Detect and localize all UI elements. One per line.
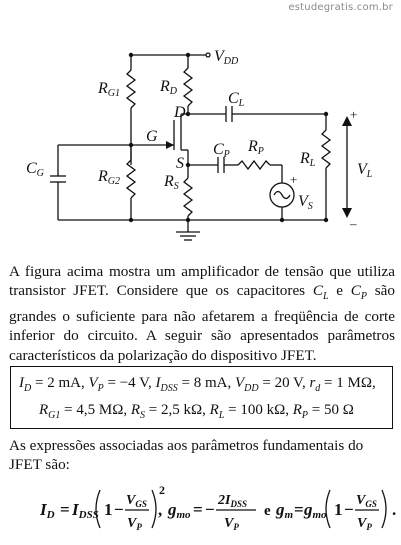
svg-text:VP: $V_P$ [127, 516, 142, 532]
label-rl: RL [300, 150, 316, 169]
description-paragraph: A figura acima mostra um amplificador de tensão que utiliza transistor JFET. Considere que os capacitores $C_L$ e $C_P$ são grandes o suficiente para não afetarem a freqüência de corte inferior do circuito. A seguir são apresentados parâmetros característicos da polarização do dispositivo JFET. [9, 263, 395, 364]
svg-text:,: , [158, 500, 163, 519]
svg-text:IDSS: IDSS [72, 500, 99, 521]
param-symbol: V [234, 375, 245, 391]
param-value: = 50 Ω [308, 402, 354, 418]
label-cg: CG [26, 160, 44, 179]
param-value: = 4,5 MΩ, [60, 402, 131, 418]
param-subscript: D [24, 383, 32, 394]
param-symbol: I [19, 375, 24, 391]
label-vs: VS [298, 193, 313, 212]
svg-text:2IDSS: $2I_{DSS}$ [218, 493, 247, 509]
param-subscript: P [97, 383, 104, 394]
param-subscript: DD [244, 383, 259, 394]
svg-text:.: . [392, 500, 397, 519]
label-rp: RP [248, 138, 264, 157]
svg-text:=: = [294, 500, 304, 519]
svg-text:1: 1 [104, 500, 113, 519]
param-subscript: G1 [48, 410, 61, 421]
label-rd: RD [160, 78, 178, 97]
label-s: S [176, 155, 184, 172]
svg-text:VGS: $V_{GS}$ [126, 493, 147, 509]
expressions-intro: As expressões associadas aos parâmetros fundamentais do JFET são: [9, 437, 364, 473]
svg-text:gmo: gmo [168, 500, 191, 521]
svg-text:−: − [344, 500, 354, 519]
svg-text:1: 1 [334, 500, 343, 519]
circuit-diagram [0, 0, 401, 260]
parameters-box [10, 366, 393, 429]
label-cl: CL [228, 90, 245, 109]
param-value: = 2 mA, [31, 375, 89, 391]
label-cp: CP [213, 141, 230, 160]
label-vl-minus: – [350, 216, 357, 231]
svg-text:gm: gm [276, 500, 294, 521]
label-vl: VL [357, 161, 373, 180]
param-symbol: I [155, 375, 161, 391]
svg-text:=: = [60, 500, 70, 519]
param-value: = 8 mA, [177, 375, 235, 391]
param-subscript: S [140, 410, 146, 421]
jfet-formulas [0, 468, 401, 538]
label-vdd: VDD [214, 48, 239, 67]
label-g: G [146, 128, 158, 145]
param-value: = 20 V, [258, 375, 310, 391]
label-vs-plus: + [290, 172, 298, 187]
watermark: estudegratis.com.br [288, 2, 393, 13]
param-symbol: R [209, 402, 219, 418]
param-value: = 100 kΩ, [224, 402, 293, 418]
label-d: D [174, 104, 186, 121]
svg-text:=: = [193, 500, 203, 519]
param-value: = 1 MΩ, [320, 375, 376, 391]
param-subscript: d [315, 383, 321, 394]
param-subscript: P [301, 410, 309, 421]
param-symbol: R [292, 402, 302, 418]
param-symbol: V [88, 375, 98, 391]
svg-text:VGS: $V_{GS}$ [356, 493, 377, 509]
label-rs: RS [164, 173, 179, 192]
svg-text:VP: $V_P$ [357, 516, 372, 532]
param-symbol: r [309, 375, 316, 391]
param-value: = 2,5 kΩ, [145, 402, 210, 418]
label-vl-plus: + [350, 107, 358, 122]
param-subscript: DSS [160, 383, 178, 394]
svg-text:2: 2 [159, 483, 165, 497]
param-value: = −4 V, [103, 375, 156, 391]
param-symbol: R [39, 402, 49, 418]
svg-text:−: − [114, 500, 124, 519]
parameters-row-1 [19, 375, 376, 394]
param-subscript: L [218, 410, 225, 421]
label-rg2: RG2 [98, 168, 121, 187]
label-rg1: RG1 [98, 80, 121, 99]
svg-text:−: − [205, 500, 215, 519]
svg-text:gmo: gmo [304, 500, 327, 521]
svg-text:ID: ID [40, 500, 55, 521]
parameters-row-2 [39, 402, 354, 421]
svg-text:VP: $V_P$ [224, 516, 239, 532]
svg-text:e: e [264, 503, 271, 519]
param-symbol: R [130, 402, 141, 418]
